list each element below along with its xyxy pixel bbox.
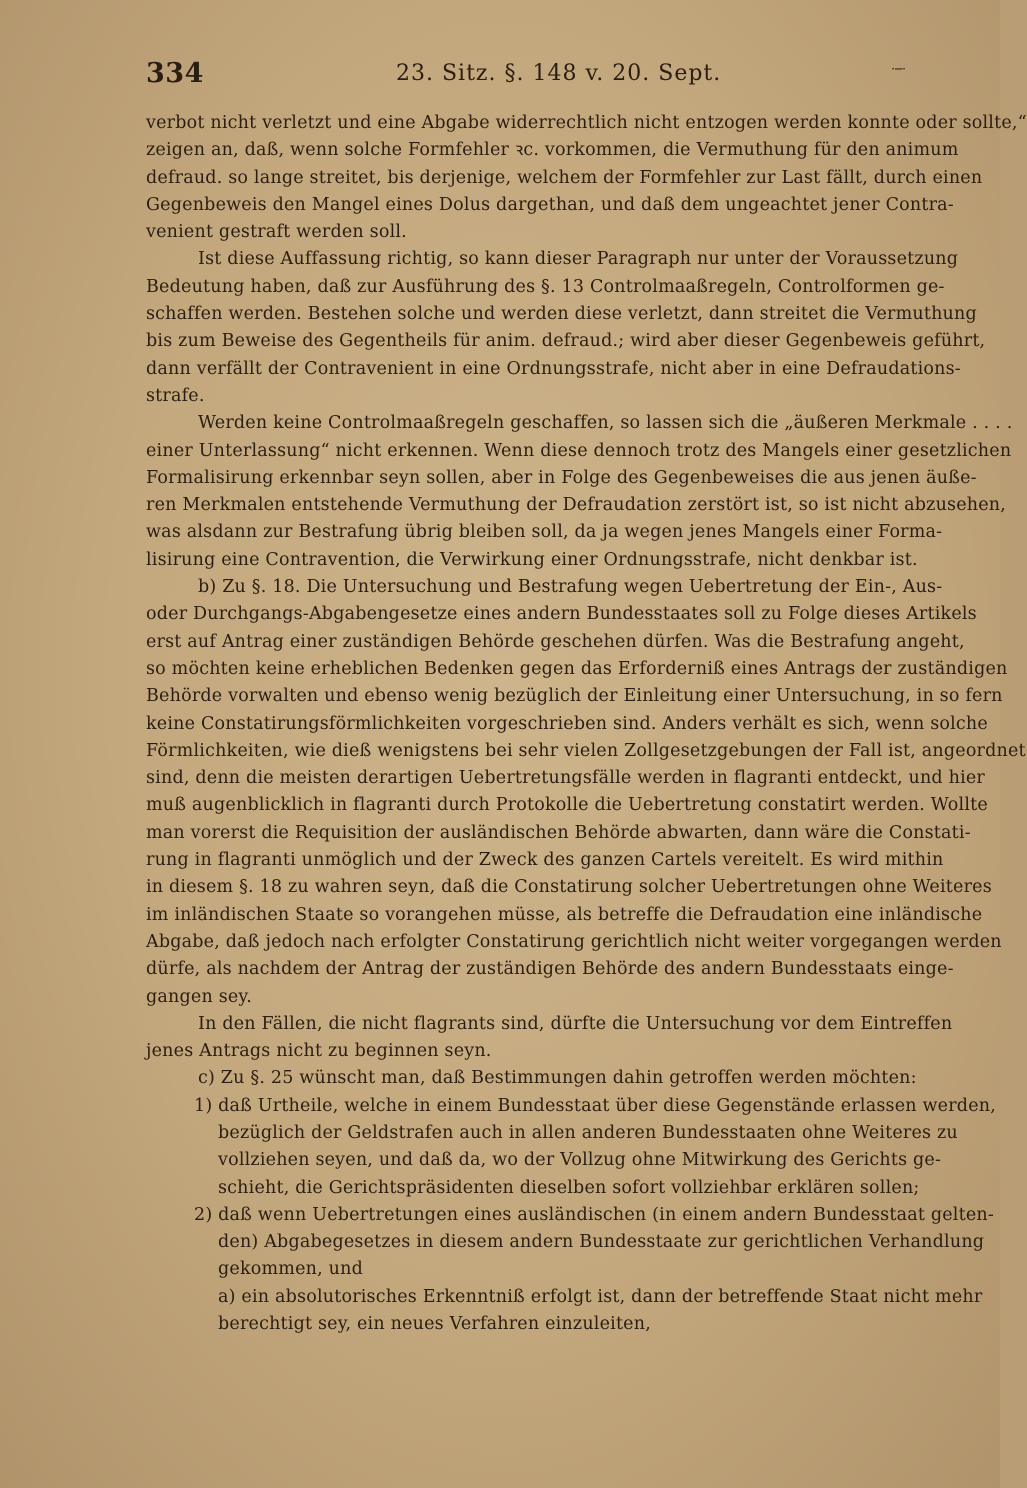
text-line: im inländischen Staate so vorangehen müsse, als betreffe die Defraudation eine inländische: [146, 904, 983, 925]
text-line: den) Abgabegesetzes in diesem andern Bundesstaate zur gerichtlichen Verhandlung: [218, 1232, 985, 1253]
text-line: erst auf Antrag einer zuständigen Behörde geschehen dürfen. Was die Bestrafung angeht,: [146, 631, 965, 652]
text-line: schaffen werden. Bestehen solche und werden diese verletzt, dann streitet die Vermuthung: [146, 304, 977, 325]
text-line: 2) daß wenn Uebertretungen eines ausländischen (in einem andern Bundesstaat gelten-: [194, 1204, 994, 1225]
text-line: oder Durchgangs-Abgabengesetze eines andern Bundesstaates soll zu Folge dieses Artikels: [146, 604, 977, 625]
text-line: berechtigt sey, ein neues Verfahren einzuleiten,: [218, 1314, 651, 1335]
text-line: Gegenbeweis den Mangel eines Dolus dargethan, und daß dem ungeachtet jener Contra-: [146, 194, 954, 215]
text-line: gekommen, und: [218, 1259, 363, 1280]
text-line: Werden keine Controlmaaßregeln geschaffen, so lassen sich die „äußeren Merkmale . . . .: [198, 413, 1013, 434]
text-line: bis zum Beweise des Gegentheils für anim. defraud.; wird aber dieser Gegenbeweis geführt,: [146, 331, 986, 352]
text-line: defraud. so lange streitet, bis derjenige, welchem der Formfehler zur Last fällt, durch einen: [146, 167, 983, 188]
text-line: strafe.: [146, 385, 205, 406]
text-line: schieht, die Gerichtspräsidenten dieselben sofort vollziehbar erklären sollen;: [218, 1177, 920, 1198]
text-line: bezüglich der Geldstrafen auch in allen anderen Bundesstaaten ohne Weiteres zu: [218, 1122, 958, 1143]
text-line: 1) daß Urtheile, welche in einem Bundesstaat über diese Gegenstände erlassen werden,: [194, 1095, 996, 1116]
text-line: dürfe, als nachdem der Antrag der zuständigen Behörde des andern Bundesstaats einge-: [146, 959, 954, 980]
text-line: sind, denn die meisten derartigen Uebertretungsfälle werden in flagranti entdeckt, und hier: [146, 768, 985, 789]
text-line: muß augenblicklich in flagranti durch Protokolle die Uebertretung constatirt werden. Wollte: [146, 795, 988, 816]
corner-mark: ·─·: [891, 62, 906, 76]
text-line: lisirung eine Contravention, die Verwirkung einer Ordnungsstrafe, nicht denkbar ist.: [146, 549, 918, 570]
text-line: zeigen an, daß, wenn solche Formfehler ꝛc. vorkommen, die Vermuthung für den animum: [146, 140, 959, 161]
text-line: rung in flagranti unmöglich und der Zweck des ganzen Cartels vereitelt. Es wird mithin: [146, 850, 944, 871]
text-line: man vorerst die Requisition der ausländischen Behörde abwarten, dann wäre die Constati-: [146, 822, 971, 843]
text-line: venient gestraft werden soll.: [146, 222, 407, 243]
text-line: b) Zu §. 18. Die Untersuchung und Bestrafung wegen Uebertretung der Ein-, Aus-: [198, 577, 943, 598]
text-line: a) ein absolutorisches Erkenntniß erfolgt ist, dann der betreffende Staat nicht mehr: [218, 1286, 983, 1307]
text-line: Abgabe, daß jedoch nach erfolgter Constatirung gerichtlich nicht weiter vorgegangen werden: [146, 931, 1002, 952]
text-line: Förmlichkeiten, wie dieß wenigstens bei sehr vielen Zollgesetzgebungen der Fall ist, angeordnet: [146, 740, 1026, 761]
text-line: Bedeutung haben, daß zur Ausführung des §. 13 Controlmaaßregeln, Controlformen ge-: [146, 276, 945, 297]
text-line: keine Constatirungsförmlichkeiten vorgeschrieben sind. Anders verhält es sich, wenn solche: [146, 713, 988, 734]
text-line: einer Unterlassung“ nicht erkennen. Wenn diese dennoch trotz des Mangels einer gesetzlichen: [146, 440, 1012, 461]
text-line: Ist diese Auffassung richtig, so kann dieser Paragraph nur unter der Voraussetzung: [198, 249, 959, 270]
text-line: Formalisirung erkennbar seyn sollen, aber in Folge des Gegenbeweises die aus jenen äuße-: [146, 467, 977, 488]
text-line: Behörde vorwalten und ebenso wenig bezüglich der Einleitung einer Untersuchung, in so fern: [146, 686, 1003, 707]
text-line: in diesem §. 18 zu wahren seyn, daß die Constatirung solcher Uebertretungen ohne Weiteres: [146, 877, 992, 898]
text-line: jenes Antrags nicht zu beginnen seyn.: [146, 1041, 492, 1062]
text-line: was alsdann zur Bestrafung übrig bleiben soll, da ja wegen jenes Mangels einer Forma-: [146, 522, 943, 543]
text-line: so möchten keine erheblichen Bedenken gegen das Erforderniß eines Antrags der zuständigen: [146, 658, 1008, 679]
body-text: [146, 110, 1027, 1338]
text-line: In den Fällen, die nicht flagrants sind, dürfte die Untersuchung vor dem Eintreffen: [198, 1013, 953, 1034]
page-header: [146, 58, 906, 92]
text-line: dann verfällt der Contravenient in eine Ordnungsstrafe, nicht aber in eine Defraudations-: [146, 358, 961, 379]
text-line: gangen sey.: [146, 986, 252, 1007]
text-line: ren Merkmalen entstehende Vermuthung der Defraudation zerstört ist, so ist nicht abzusehen,: [146, 495, 1007, 516]
text-line: c) Zu §. 25 wünscht man, daß Bestimmungen dahin getroffen werden möchten:: [198, 1068, 917, 1089]
running-head: 23. Sitz. §. 148 v. 20. Sept.: [396, 61, 722, 86]
text-line: verbot nicht verletzt und eine Abgabe widerrechtlich nicht entzogen werden konnte oder sollte,“: [146, 113, 1027, 133]
page-number: 334: [146, 58, 204, 89]
text-line: vollziehen seyen, und daß da, wo der Vollzug ohne Mitwirkung des Gerichts ge-: [218, 1150, 942, 1171]
